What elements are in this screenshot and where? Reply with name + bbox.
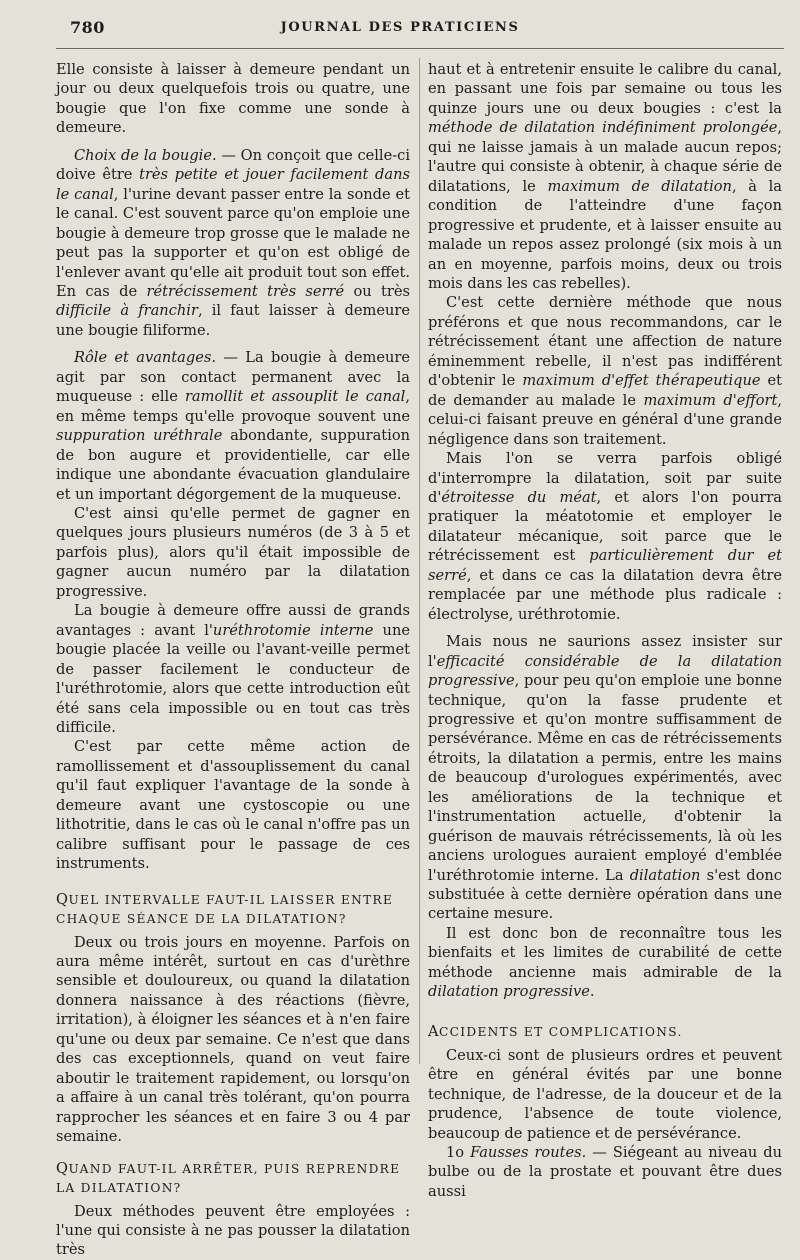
paragraph: haut et à entretenir ensuite le calibre du canal, en passant une fois par semaine ou tous les quinze jours une ou deux bougies : c'est la méthode de dilatation indéfiniment prolongée, qui ne laisse jamais à un malade aucun repos; l'autre qui consiste à obtenir, à chaque série de dilatations, le maximum de dilatation, à la condition de l'atteindre d'une façon progressive et prudente, et à laisser ensuite au malade un repos assez prolongé (six mois à un an en moyenne, parfois moins, deux ou trois mois dans les cas rebelles). (428, 61, 782, 292)
paragraph-lead: Choix de la bougie. (74, 146, 217, 164)
section-heading-when-to-stop: QUAND FAUT-IL ARRÊTER, PUIS REPRENDRE LA DILATATION? (56, 1159, 401, 1195)
left-column (56, 60, 410, 1260)
paragraph: Mais l'on se verra parfois obligé d'interrompre la dilatation, soit par suite d'étroitesse du méat, et alors l'on pourra pratiquer la méatotomie et employer le dilatateur mécanique, soit parce que le rétrécissement est particulièrement dur et serré, et dans ce cas la dilatation devra être remplacée par une méthode plus radicale : électrolyse, uréthrotomie. (428, 450, 782, 623)
header-rule (56, 48, 784, 49)
paragraph: C'est ainsi qu'elle permet de gagner en quelques jours plusieurs numéros (de 3 à 5 et parfois plus), alors qu'il était impossible de gagner aucun numéro par la dilatation progressive. (56, 504, 410, 600)
paragraph: Deux ou trois jours en moyenne. Parfois on aura même intérêt, surtout en cas d'urèthre sensible et douloureux, ou quand la dilatation donnera naissance à des réactions (fièvre, irritation), à éloigner les séances et à n'en faire qu'une ou deux par semaine. Ce n'est que dans des cas exceptionnels, quand on veut faire aboutir le traitement rapidement, ou lorsqu'on a affaire à un canal très tolérant, qu'on pourra rapprocher les séances et en faire 3 ou 4 par semaine. (56, 933, 410, 1146)
right-column (428, 60, 782, 1201)
paragraph: La bougie à demeure offre aussi de grands avantages : avant l'uréthrotomie interne une bougie placée la veille ou l'avant-veille permet de passer facilement le conducteur de l'uréthrotomie, alors que cette introduction eût été sans cela impossible ou en tout cas très difficile. (56, 602, 410, 736)
paragraph-false-passages: 1o Fausses routes. — Siégeant au niveau du bulbe ou de la prostate et pouvant être dues aussi (428, 1144, 782, 1200)
paragraph: Deux méthodes peuvent être employées : l'une qui consiste à ne pas pousser la dilatation très (56, 1202, 410, 1259)
section-heading-interval: QUEL INTERVALLE FAUT-IL LAISSER ENTRE CHAQUE SÉANCE DE LA DILATATION? (56, 890, 394, 926)
paragraph: C'est cette dernière méthode que nous préférons et que nous recommandons, car le rétrécissement étant une affection de nature éminemment rebelle, il n'est pas indifférent d'obtenir le maximum d'effet thérapeutique et de demander au malade le maximum d'effort, celui-ci faisant preuve en général d'une grande négligence dans son traitement. (428, 294, 783, 448)
paragraph: Elle consiste à laisser à demeure pendant un jour ou deux quelquefois trois ou quatre, une bougie que l'on fixe comme une sonde à demeure. (56, 61, 410, 137)
paragraph-lead: Rôle et avantages. (74, 349, 216, 367)
running-title: JOURNAL DES PRATICIENS (280, 20, 520, 35)
paragraph-role-and-advantages: Rôle et avantages. — La bougie à demeure agit par son contact permanent avec la muqueuse : elle ramollit et assouplit le canal, en même temps qu'elle provoque souvent une suppuration uréthrale abondante, suppuration de bon augure et providentielle, car elle indique une abondante évacuation glandulaire et un important dégorgement de la muqueuse. (56, 349, 410, 503)
paragraph: Ceux-ci sont de plusieurs ordres et peuvent être en général évités par une bonne technique, de l'adresse, de la douceur et de la prudence, l'absence de toute violence, beaucoup de patience et de persévérance. (428, 1046, 782, 1142)
column-divider (419, 58, 420, 1064)
paragraph-choice-of-bougie: Choix de la bougie. — On conçoit que celle-ci doive être très petite et jouer facilement dans le canal, l'urine devant passer entre la sonde et le canal. C'est souvent parce qu'on emploie une bougie à demeure trop grosse que le malade ne peut pas la supporter et qu'on est obligé de l'enlever avant qu'elle ait produit tout son effet. En cas de rétrécissement très serré ou très difficile à franchir, il faut laisser à demeure une bougie filiforme. (56, 146, 411, 339)
paragraph: Mais nous ne saurions assez insister sur l'efficacité considérable de la dilatation progressive, pour peu qu'on emploie une bonne technique, qu'on la fasse prudente et progressive et qu'on montre suffisamment de persévérance. Même en cas de rétrécissements étroits, la dilatation a permis, entre les mains de beaucoup d'urologues expérimentés, avec les améliorations de la technique et l'instrumentation actuelle, d'obtenir la guérison de mauvais rétrécissements, là où les anciens urologues auraient employé d'emblée l'uréthrotomie interne. La dilatation s'est donc substituée à cette dernière opération dans une certaine mesure. (428, 633, 782, 923)
section-heading-accidents: ACCIDENTS ET COMPLICATIONS. (428, 1022, 683, 1040)
paragraph: Il est donc bon de reconnaître tous les bienfaits et les limites de curabilité de cette méthode ancienne mais admirable de la dilatation progressive. (428, 924, 782, 1001)
paragraph: C'est par cette même action de ramollissement et d'assouplissement du canal qu'il faut expliquer l'avantage de la sonde à demeure avant une cystoscopie ou une lithotritie, dans le cas où le canal n'offre pas un calibre suffisant pour le passage de ces instruments. (56, 738, 410, 873)
page-number: 780 (70, 18, 105, 37)
